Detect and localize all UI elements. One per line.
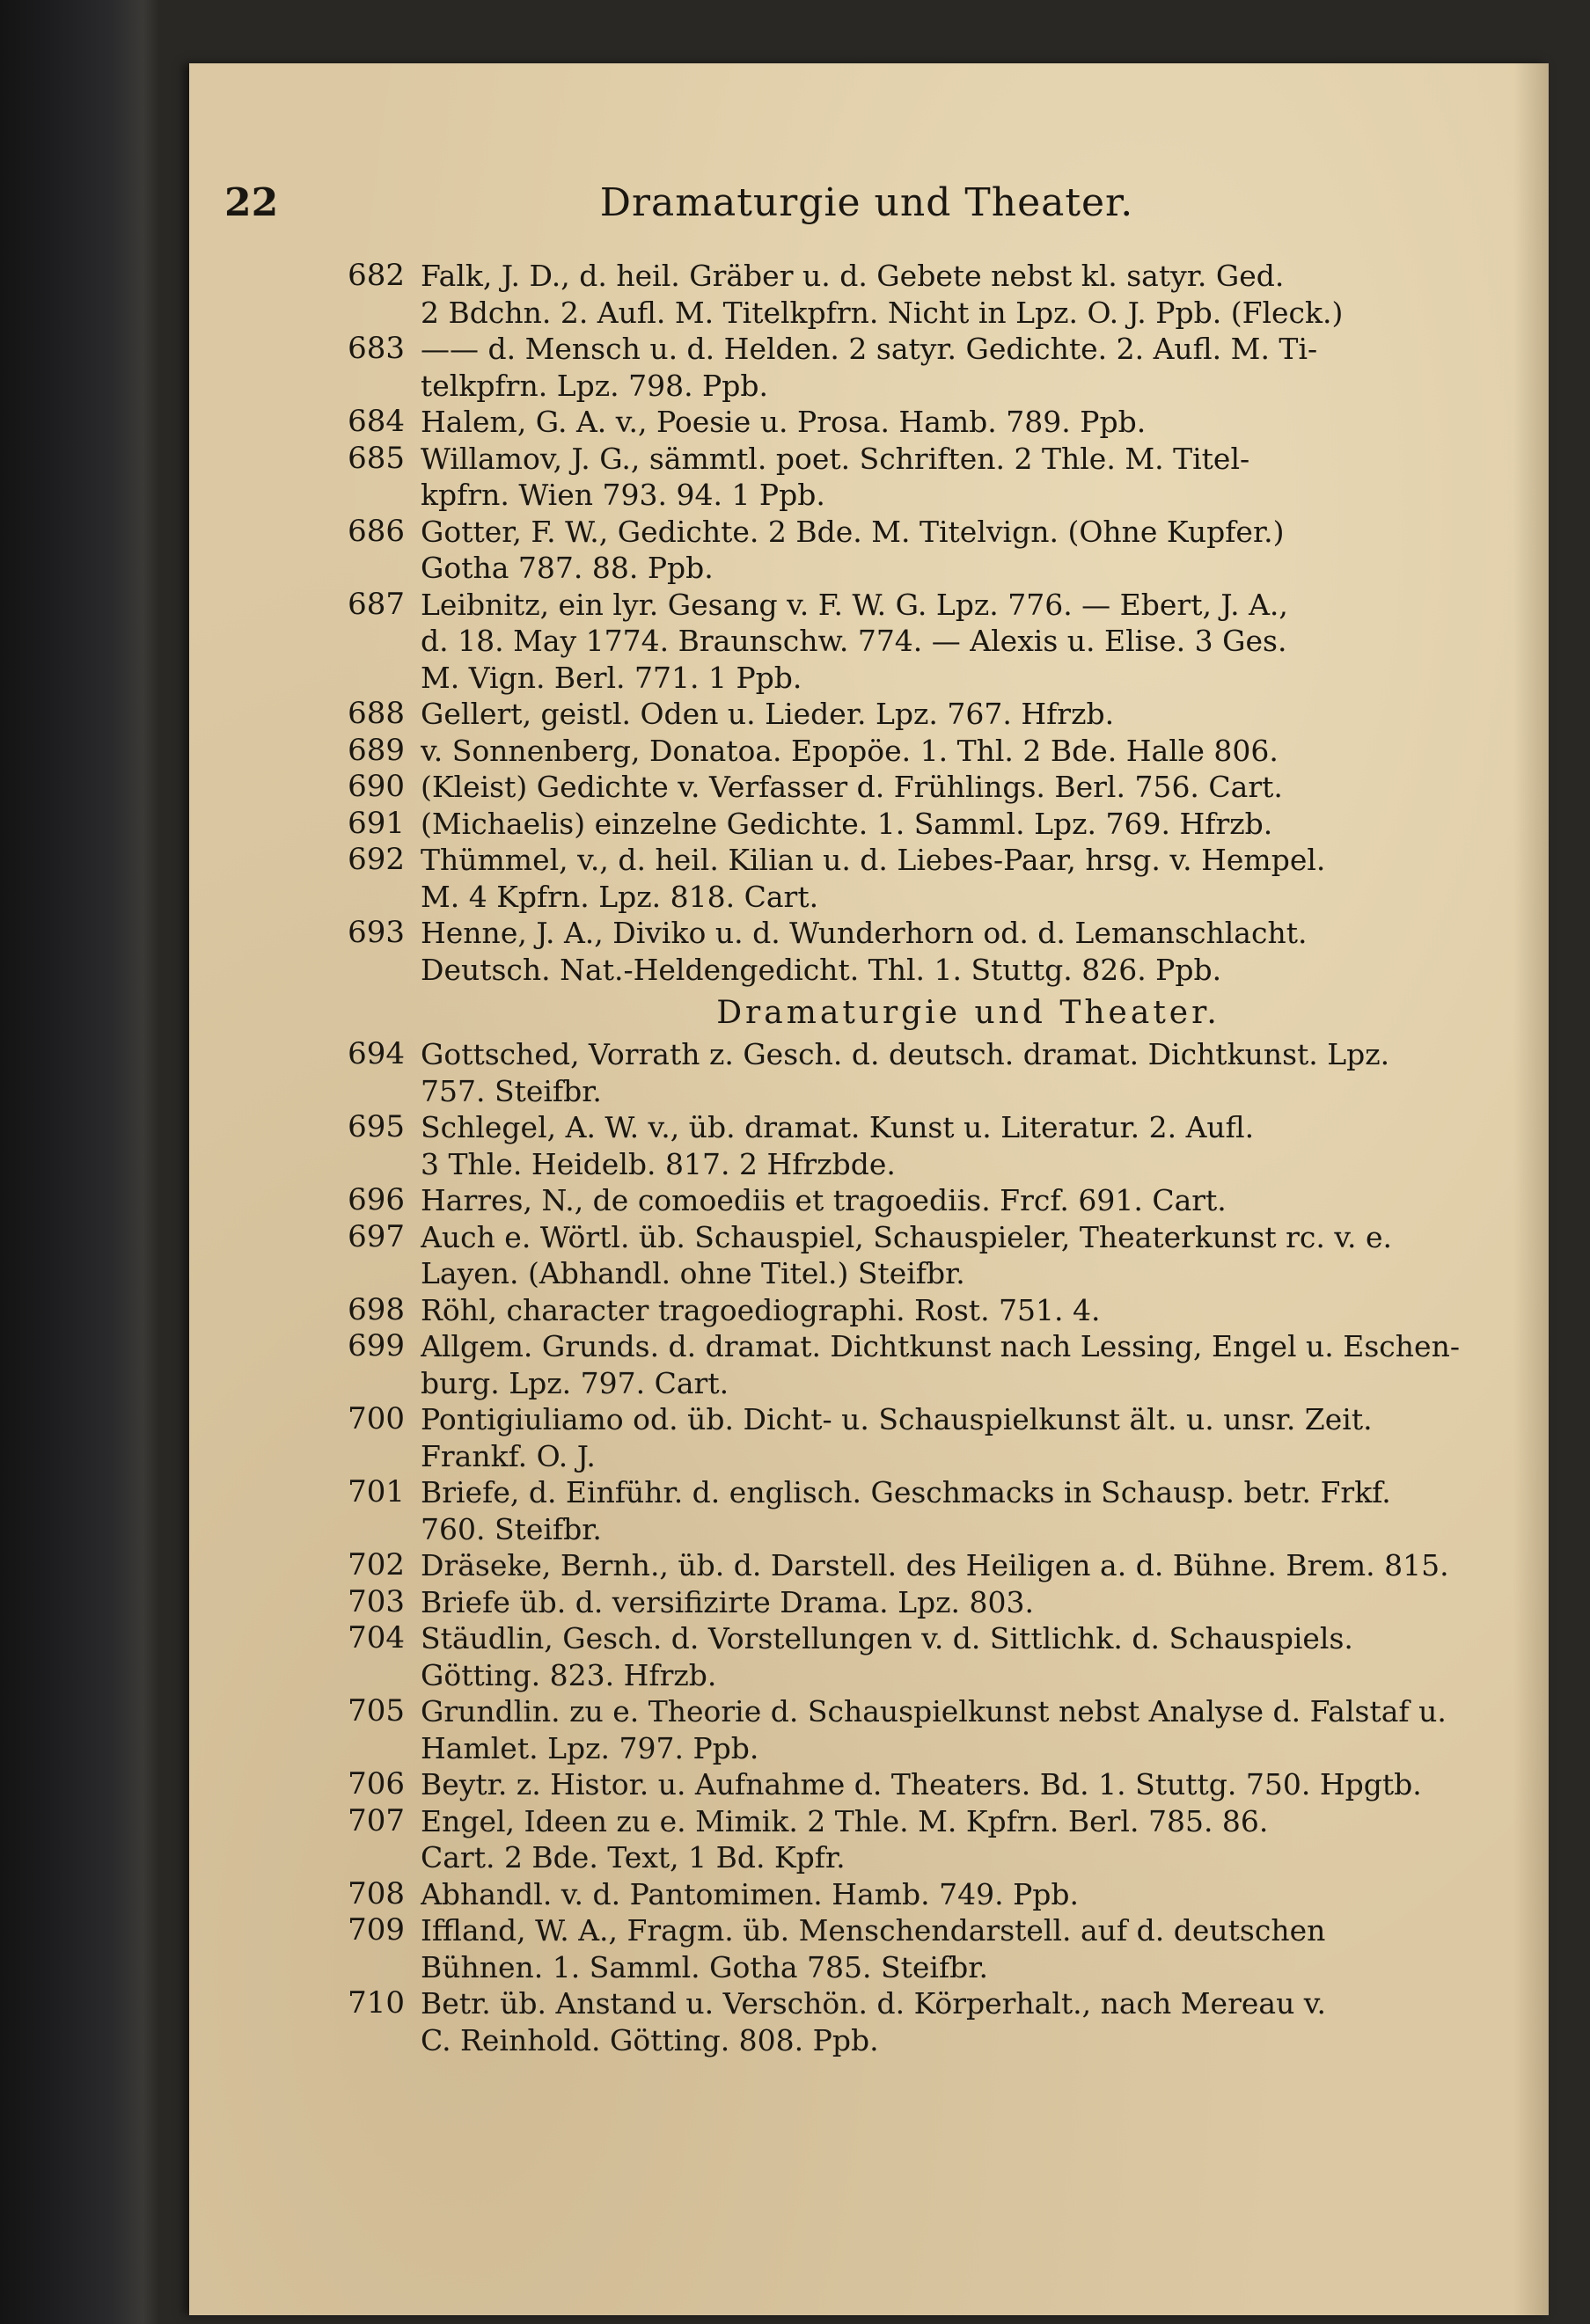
entry-text-line: v. Sonnenberg, Donatoa. Epopöe. 1. Thl. 2 Bde. Halle 806. — [421, 733, 1279, 768]
entry-number: 702 — [348, 1547, 405, 1582]
entry-text-line: Grundlin. zu e. Theorie d. Schauspielkunst nebst Analyse d. Falstaf u. — [421, 1694, 1447, 1728]
entry-text-line: d. 18. May 1774. Braunschw. 774. — Alexis u. Elise. 3 Ges. — [421, 624, 1287, 658]
entry-text-line: Halem, G. A. v., Poesie u. Prosa. Hamb. 789. Ppb. — [421, 405, 1147, 439]
entry-number: 698 — [348, 1291, 405, 1327]
entry-text-line: Beytr. z. Histor. u. Aufnahme d. Theaters. Bd. 1. Stuttg. 750. Hpgtb. — [421, 1767, 1422, 1801]
entry-number: 690 — [348, 769, 405, 804]
entry-text-line: Gottsched, Vorrath z. Gesch. d. deutsch. dramat. Dichtkunst. Lpz. — [421, 1037, 1390, 1071]
catalog-entry — [348, 513, 1516, 587]
entry-number: 707 — [348, 1802, 405, 1838]
entry-text-line: Schlegel, A. W. v., üb. dramat. Kunst u. Literatur. 2. Aufl. — [421, 1110, 1255, 1144]
entry-text-line: Betr. üb. Anstand u. Verschön. d. Körperhalt., nach Mereau v. — [421, 1986, 1327, 2021]
entry-number: 706 — [348, 1766, 405, 1801]
entry-number: 691 — [348, 805, 405, 841]
entry-text-line: Hamlet. Lpz. 797. Ppb. — [421, 1730, 759, 1765]
catalog-entry — [348, 1766, 1516, 1803]
entry-text-line: M. Vign. Berl. 771. 1 Ppb. — [421, 660, 802, 695]
entry-number: 685 — [348, 440, 405, 476]
catalog-entries — [348, 258, 1516, 2058]
entry-text-line: M. 4 Kpfrn. Lpz. 818. Cart. — [421, 879, 819, 914]
catalog-entry — [348, 1583, 1516, 1621]
entry-text-line: Iffland, W. A., Fragm. üb. Menschendarstell. auf d. deutschen — [421, 1913, 1326, 1948]
entry-text-line: Leibnitz, ein lyr. Gesang v. F. W. G. Lpz. 776. — Ebert, J. A., — [421, 587, 1288, 622]
entry-number: 683 — [348, 331, 405, 366]
catalog-entry — [348, 586, 1516, 697]
entry-number: 708 — [348, 1875, 405, 1911]
catalog-entry — [348, 915, 1516, 988]
catalog-entry — [348, 696, 1516, 733]
entries-group-poetry — [348, 258, 1516, 988]
entry-number: 689 — [348, 732, 405, 768]
entry-number: 709 — [348, 1912, 405, 1948]
entry-text-line: (Michaelis) einzelne Gedichte. 1. Samml. Lpz. 769. Hfrzb. — [421, 806, 1273, 841]
catalog-entry — [348, 1547, 1516, 1584]
catalog-entry — [348, 1802, 1516, 1876]
entry-text-line: Dräseke, Bernh., üb. d. Darstell. des Heiligen a. d. Bühne. Brem. 815. — [421, 1548, 1449, 1582]
entry-text-line: Auch e. Wörtl. üb. Schauspiel, Schauspieler, Theaterkunst rc. v. e. — [421, 1219, 1393, 1254]
entry-text-line: Pontigiuliamo od. üb. Dicht- u. Schauspielkunst ält. u. unsr. Zeit. — [421, 1402, 1373, 1436]
catalog-entry — [348, 1985, 1516, 2058]
entry-text-line: Götting. 823. Hfrzb. — [421, 1657, 717, 1692]
page-number: 22 — [224, 180, 279, 225]
entry-number: 684 — [348, 404, 405, 439]
entry-text-line: telkpfrn. Lpz. 798. Ppb. — [421, 368, 769, 403]
entry-text-line: Briefe üb. d. versifizirte Drama. Lpz. 803. — [421, 1584, 1034, 1619]
entry-number: 692 — [348, 842, 405, 877]
entry-text-line: 3 Thle. Heidelb. 817. 2 Hfrzbde. — [421, 1146, 896, 1181]
catalog-entry — [348, 1693, 1516, 1766]
catalog-entry — [348, 331, 1516, 404]
page-edge-shadow — [1513, 63, 1549, 2315]
entry-text-line: 760. Steifbr. — [421, 1511, 602, 1546]
entry-text-line: burg. Lpz. 797. Cart. — [421, 1365, 729, 1400]
catalog-entry — [348, 1036, 1516, 1109]
catalog-entry — [348, 1401, 1516, 1474]
entry-number: 682 — [348, 258, 405, 293]
entry-text-line: Briefe, d. Einführ. d. englisch. Geschmacks in Schausp. betr. Frkf. — [421, 1475, 1391, 1509]
entry-text-line: (Kleist) Gedichte v. Verfasser d. Frühlings. Berl. 756. Cart. — [421, 770, 1283, 804]
entry-number: 700 — [348, 1401, 405, 1436]
entry-text-line: Layen. (Abhandl. ohne Titel.) Steifbr. — [421, 1256, 965, 1290]
entry-number: 693 — [348, 915, 405, 950]
catalog-entry — [348, 1218, 1516, 1292]
catalog-entry — [348, 1291, 1516, 1329]
catalog-entry — [348, 842, 1516, 915]
entry-text-line: Röhl, character tragoediographi. Rost. 751. 4. — [421, 1292, 1101, 1327]
entry-text-line: Harres, N., de comoediis et tragoediis. Frcf. 691. Cart. — [421, 1183, 1227, 1217]
entry-number: 710 — [348, 1985, 405, 2021]
running-title: Dramaturgie und Theater. — [599, 180, 1134, 225]
section-heading: Dramaturgie und Theater. — [716, 995, 1220, 1031]
catalog-entry — [348, 1474, 1516, 1547]
entry-text-line: Engel, Ideen zu e. Mimik. 2 Thle. M. Kpfrn. Berl. 785. 86. — [421, 1803, 1269, 1838]
entry-number: 687 — [348, 586, 405, 622]
catalog-entry — [348, 1875, 1516, 1913]
entry-text-line: Abhandl. v. d. Pantomimen. Hamb. 749. Ppb. — [421, 1876, 1080, 1911]
catalog-entry — [348, 404, 1516, 441]
entries-group-dramaturgy — [348, 1036, 1516, 2058]
entry-number: 701 — [348, 1474, 405, 1509]
entry-number: 697 — [348, 1218, 405, 1254]
entry-text-line: Willamov, J. G., sämmtl. poet. Schriften. 2 Thle. M. Titel- — [421, 441, 1250, 476]
catalog-entry — [348, 258, 1516, 331]
entry-number: 705 — [348, 1693, 405, 1728]
entry-text-line: 757. Steifbr. — [421, 1073, 602, 1108]
entry-text-line: Falk, J. D., d. heil. Gräber u. d. Gebete nebst kl. satyr. Ged. — [421, 259, 1285, 293]
entry-text-line: kpfrn. Wien 793. 94. 1 Ppb. — [421, 478, 825, 512]
entry-text-line: Henne, J. A., Diviko u. d. Wunderhorn od. d. Lemanschlacht. — [421, 916, 1308, 950]
entry-text-line: Stäudlin, Gesch. d. Vorstellungen v. d. Sittlichk. d. Schauspiels. — [421, 1621, 1353, 1655]
entry-number: 696 — [348, 1182, 405, 1217]
catalog-entry — [348, 805, 1516, 843]
entry-number: 686 — [348, 513, 405, 549]
entry-number: 703 — [348, 1583, 405, 1619]
entry-text-line: Frankf. O. J. — [421, 1438, 596, 1473]
entry-text-line: Bühnen. 1. Samml. Gotha 785. Steifbr. — [421, 1949, 988, 1984]
catalog-entry — [348, 1328, 1516, 1401]
catalog-entry — [348, 1109, 1516, 1182]
entry-number: 688 — [348, 696, 405, 731]
entry-number: 699 — [348, 1328, 405, 1363]
entry-text-line: Allgem. Grunds. d. dramat. Dichtkunst nach Lessing, Engel u. Eschen- — [421, 1329, 1460, 1363]
catalog-entry — [348, 440, 1516, 514]
catalog-entry — [348, 769, 1516, 806]
catalog-entry — [348, 1182, 1516, 1219]
entry-text-line: Cart. 2 Bde. Text, 1 Bd. Kpfr. — [421, 1840, 846, 1875]
entry-text-line: Gotter, F. W., Gedichte. 2 Bde. M. Titelvign. (Ohne Kupfer.) — [421, 514, 1285, 549]
entry-text-line: Thümmel, v., d. heil. Kilian u. d. Liebes-Paar, hrsg. v. Hempel. — [421, 843, 1326, 877]
entry-text-line: —— d. Mensch u. d. Helden. 2 satyr. Gedichte. 2. Aufl. M. Ti- — [421, 332, 1318, 366]
entry-text-line: Deutsch. Nat.-Heldengedicht. Thl. 1. Stuttg. 826. Ppb. — [421, 952, 1222, 987]
catalog-entry — [348, 1620, 1516, 1693]
entry-text-line: Gellert, geistl. Oden u. Lieder. Lpz. 767. Hfrzb. — [421, 697, 1115, 731]
catalog-entry — [348, 732, 1516, 770]
entry-number: 694 — [348, 1036, 405, 1071]
entry-number: 704 — [348, 1620, 405, 1655]
entry-text-line: Gotha 787. 88. Ppb. — [421, 551, 714, 585]
running-head — [224, 180, 1509, 242]
catalog-entry — [348, 1912, 1516, 1985]
entry-text-line: C. Reinhold. Götting. 808. Ppb. — [421, 2022, 879, 2057]
entry-number: 695 — [348, 1109, 405, 1144]
entry-text-line: 2 Bdchn. 2. Aufl. M. Titelkpfrn. Nicht in Lpz. O. J. Ppb. (Fleck.) — [421, 295, 1344, 330]
